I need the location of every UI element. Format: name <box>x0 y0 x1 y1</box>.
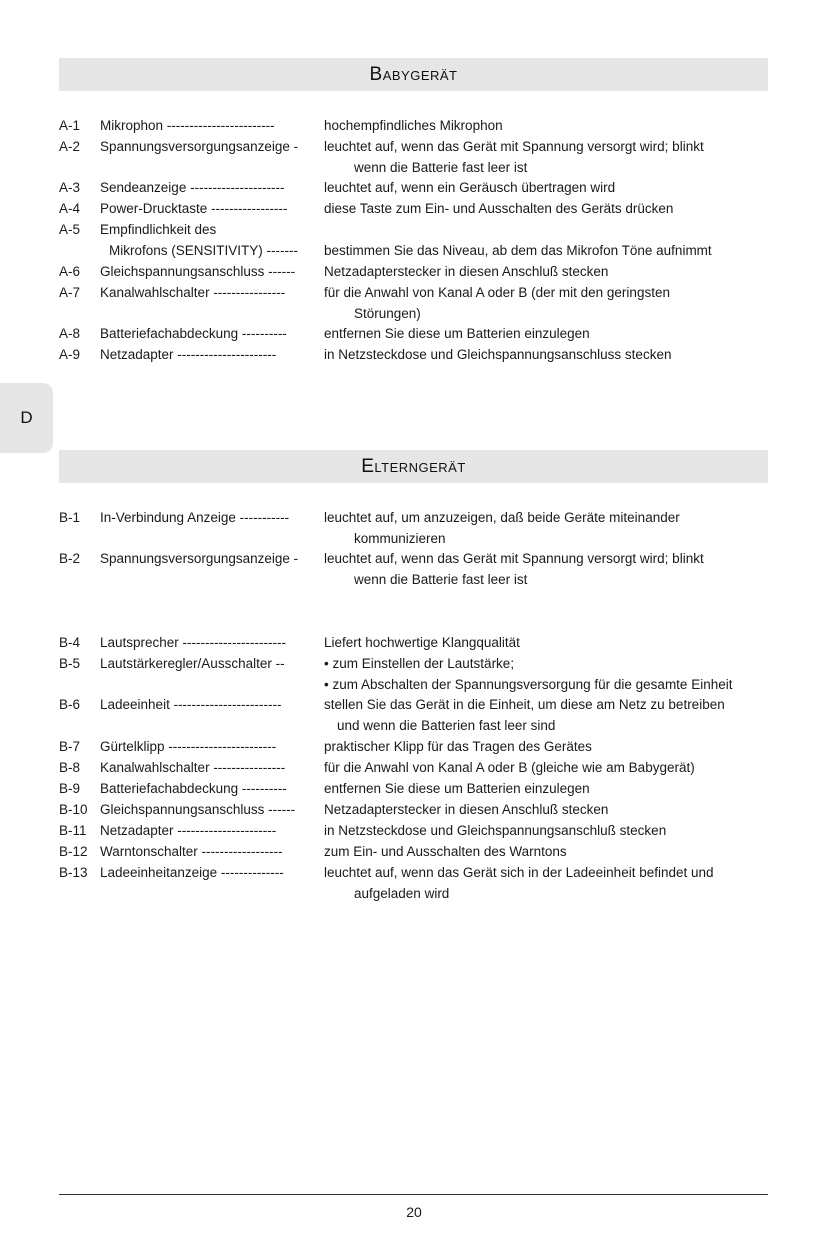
item-description-line: leuchtet auf, wenn das Gerät mit Spannung versorgt wird; blinkt <box>324 551 704 566</box>
item-label-line: Lautsprecher ----------------------- <box>100 635 286 650</box>
item-description <box>324 115 774 136</box>
item-label <box>100 177 310 198</box>
section-header-babygeraet <box>59 58 768 91</box>
language-tab <box>0 383 53 453</box>
item-id: B-13 <box>59 865 88 880</box>
item-label-line: Netzadapter ---------------------- <box>100 347 277 362</box>
item-id: B-4 <box>59 635 81 650</box>
item-description-line: für die Anwahl von Kanal A oder B (der mit den geringsten <box>324 285 670 300</box>
item-label <box>100 507 310 528</box>
item-label-line: Kanalwahlschalter ---------------- <box>100 285 286 300</box>
item-id: B-2 <box>59 551 81 566</box>
item-label <box>100 344 310 365</box>
item-description-line: leuchtet auf, wenn das Gerät mit Spannung versorgt wird; blinkt <box>324 139 704 154</box>
item-label <box>100 653 310 674</box>
item-description-line: entfernen Sie diese um Batterien einzulegen <box>324 781 590 796</box>
item-id: B-7 <box>59 739 81 754</box>
item-description <box>324 548 774 590</box>
item-description <box>324 177 774 198</box>
item-description-line: Netzadapterstecker in diesen Anschluß stecken <box>324 264 609 279</box>
item-description <box>324 344 774 365</box>
item-description-line: • zum Abschalten der Spannungsversorgung für die gesamte Einheit <box>324 677 733 692</box>
item-description-line: praktischer Klipp für das Tragen des Gerätes <box>324 739 592 754</box>
item-description <box>324 507 774 549</box>
item-description <box>324 757 774 778</box>
item-label-line: Mikrofons (SENSITIVITY) ------- <box>109 243 298 258</box>
item-label <box>100 694 310 715</box>
item-label <box>100 323 310 344</box>
footer-divider <box>59 1194 768 1195</box>
item-label-line: Empfindlichkeit des <box>100 222 217 237</box>
item-label <box>100 862 310 883</box>
item-description <box>324 240 774 261</box>
item-description-line: und wenn die Batterien fast leer sind <box>337 718 556 733</box>
item-description-line: diese Taste zum Ein- und Ausschalten des Geräts drücken <box>324 201 674 216</box>
item-description-line: in Netzsteckdose und Gleichspannungsanschluß stecken <box>324 823 667 838</box>
item-id: B-9 <box>59 781 81 796</box>
item-description <box>324 820 774 841</box>
item-description-line: zum Ein- und Ausschalten des Warntons <box>324 844 567 859</box>
item-label-line: Lautstärkeregler/Ausschalter -- <box>100 656 285 671</box>
item-description <box>324 841 774 862</box>
page-number: 20 <box>406 1204 422 1220</box>
item-id: B-10 <box>59 802 88 817</box>
item-description <box>324 653 774 695</box>
item-label <box>100 841 310 862</box>
item-description <box>324 694 774 736</box>
item-label-line: Gürtelklipp ------------------------ <box>100 739 277 754</box>
item-description-line: hochempfindliches Mikrophon <box>324 118 503 133</box>
item-id: A-2 <box>59 139 81 154</box>
item-description <box>324 323 774 344</box>
item-label <box>100 198 310 219</box>
item-label <box>100 115 310 136</box>
item-description-line: stellen Sie das Gerät in die Einheit, um diese am Netz zu betreiben <box>324 697 725 712</box>
item-label <box>100 632 310 653</box>
item-description-line: leuchtet auf, wenn das Gerät sich in der Ladeeinheit befindet und <box>324 865 714 880</box>
item-id: A-8 <box>59 326 81 341</box>
item-id: B-12 <box>59 844 88 859</box>
item-label-line: Gleichspannungsanschluss ------ <box>100 802 296 817</box>
item-label-line: Ladeeinheit ------------------------ <box>100 697 282 712</box>
item-label <box>100 219 310 261</box>
item-id: A-3 <box>59 180 81 195</box>
section-title: Babygerät <box>369 63 458 85</box>
item-description <box>324 799 774 820</box>
item-id: B-11 <box>59 823 87 838</box>
item-id: A-6 <box>59 264 81 279</box>
item-id: A-4 <box>59 201 81 216</box>
item-label <box>100 757 310 778</box>
item-label <box>100 282 310 303</box>
item-description-line: in Netzsteckdose und Gleichspannungsanschluss stecken <box>324 347 672 362</box>
section-header-elterngeraet <box>59 450 768 483</box>
item-id: B-8 <box>59 760 81 775</box>
item-label-line: Spannungsversorgungsanzeige - <box>100 551 299 566</box>
item-label-line: Netzadapter ---------------------- <box>100 823 277 838</box>
section-title: Elterngerät <box>361 455 466 477</box>
item-description-line: bestimmen Sie das Niveau, ab dem das Mikrofon Töne aufnimmt <box>324 243 712 258</box>
item-description <box>324 198 774 219</box>
item-label-line: Ladeeinheitanzeige -------------- <box>100 865 284 880</box>
item-description-line: entfernen Sie diese um Batterien einzulegen <box>324 326 590 341</box>
item-description-line: aufgeladen wird <box>354 886 450 901</box>
item-label-line: Batteriefachabdeckung ---------- <box>100 326 287 341</box>
item-description-line: • zum Einstellen der Lautstärke; <box>324 656 515 671</box>
item-label <box>100 261 310 282</box>
item-description-line: leuchtet auf, um anzuzeigen, daß beide Geräte miteinander <box>324 510 680 525</box>
item-description <box>324 136 774 178</box>
item-label <box>100 799 310 820</box>
item-description <box>324 261 774 282</box>
item-description-line: für die Anwahl von Kanal A oder B (gleiche wie am Babygerät) <box>324 760 695 775</box>
item-description <box>324 632 774 653</box>
item-label-line: Mikrophon ------------------------ <box>100 118 275 133</box>
item-label-line: Kanalwahlschalter ---------------- <box>100 760 286 775</box>
item-description <box>324 778 774 799</box>
item-id: A-7 <box>59 285 81 300</box>
item-label <box>100 736 310 757</box>
item-description-line: leuchtet auf, wenn ein Geräusch übertragen wird <box>324 180 616 195</box>
item-label <box>100 548 310 569</box>
item-description-line: Störungen) <box>354 306 421 321</box>
item-id: B-5 <box>59 656 81 671</box>
item-label <box>100 136 310 157</box>
item-label-line: In-Verbindung Anzeige ----------- <box>100 510 290 525</box>
item-id: A-5 <box>59 222 81 237</box>
item-label-line: Power-Drucktaste ----------------- <box>100 201 288 216</box>
item-id: B-6 <box>59 697 81 712</box>
item-label-line: Batteriefachabdeckung ---------- <box>100 781 287 796</box>
item-description <box>324 736 774 757</box>
item-label <box>100 778 310 799</box>
item-description-line: Netzadapterstecker in diesen Anschluß stecken <box>324 802 609 817</box>
item-id: B-1 <box>59 510 81 525</box>
item-label-line: Spannungsversorgungsanzeige - <box>100 139 299 154</box>
item-label-line: Warntonschalter ------------------ <box>100 844 283 859</box>
item-id: A-1 <box>59 118 81 133</box>
item-description-line: wenn die Batterie fast leer ist <box>354 572 528 587</box>
item-description-line: kommunizieren <box>354 531 446 546</box>
item-description <box>324 862 774 904</box>
item-description <box>324 282 774 324</box>
item-description-line: wenn die Batterie fast leer ist <box>354 160 528 175</box>
item-label-line: Sendeanzeige --------------------- <box>100 180 285 195</box>
item-description-line: Liefert hochwertige Klangqualität <box>324 635 520 650</box>
item-id: A-9 <box>59 347 81 362</box>
language-tab-letter: D <box>20 408 33 427</box>
item-label-line: Gleichspannungsanschluss ------ <box>100 264 296 279</box>
item-label <box>100 820 310 841</box>
